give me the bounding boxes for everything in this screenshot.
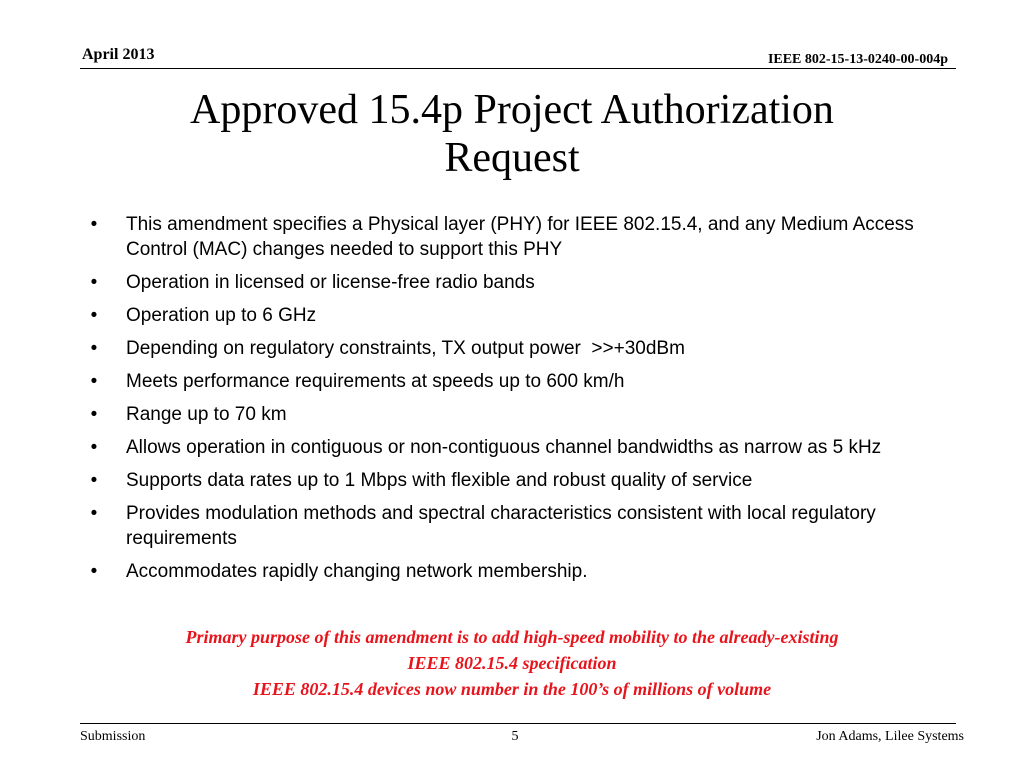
- footer-author: Jon Adams, Lilee Systems: [816, 729, 964, 744]
- bullet-item: [84, 435, 950, 460]
- bullet-item: [84, 402, 950, 427]
- bullet-item: [84, 212, 950, 262]
- bullet-dot: •: [90, 437, 98, 458]
- bullet-dot: •: [90, 561, 98, 582]
- bullet-dot: •: [90, 503, 98, 524]
- emphasis-line-3: IEEE 802.15.4 devices now number in the 100’s of millions of volume: [252, 679, 772, 699]
- footer-submission: Submission: [80, 729, 146, 744]
- emphasis-note: [80, 624, 944, 702]
- bullet-text: Provides modulation methods and spectral characteristics consistent with local regulatory requirements: [126, 503, 876, 549]
- emphasis-line-1: Primary purpose of this amendment is to add high-speed mobility to the already-existing: [185, 627, 839, 647]
- bullet-item: [84, 270, 950, 295]
- header-date: April 2013: [82, 46, 155, 63]
- bullet-list: [84, 212, 950, 592]
- bullet-text: Supports data rates up to 1 Mbps with flexible and robust quality of service: [126, 470, 753, 491]
- bullet-dot: •: [90, 272, 98, 293]
- bullet-item: [84, 501, 950, 551]
- bullet-text: This amendment specifies a Physical layer (PHY) for IEEE 802.15.4, and any Medium Access Control (MAC) changes needed to support this PHY: [126, 214, 914, 260]
- header-doc-number: IEEE 802-15-13-0240-00-004p: [767, 52, 948, 67]
- emphasis-line-2: IEEE 802.15.4 specification: [407, 653, 617, 673]
- bullet-text: Operation up to 6 GHz: [126, 305, 317, 326]
- bullet-item: [84, 303, 950, 328]
- header-divider: [80, 68, 956, 69]
- bullet-dot: •: [90, 371, 98, 392]
- bullet-text: Depending on regulatory constraints, TX output power >>+30dBm: [126, 338, 685, 359]
- bullet-text: Range up to 70 km: [126, 404, 287, 425]
- bullet-item: [84, 369, 950, 394]
- bullet-dot: •: [90, 305, 98, 326]
- bullet-item: [84, 468, 950, 493]
- bullet-dot: •: [90, 338, 98, 359]
- bullet-text: Meets performance requirements at speeds up to 600 km/h: [126, 371, 625, 392]
- bullet-text: Accommodates rapidly changing network membership.: [126, 561, 588, 582]
- page-number: 5: [511, 729, 519, 744]
- bullet-dot: •: [90, 214, 98, 235]
- bullet-item: [84, 559, 950, 584]
- bullet-dot: •: [90, 470, 98, 491]
- slide-title: [80, 86, 944, 182]
- footer-divider: [80, 723, 956, 724]
- slide-title-line-1: Approved 15.4p Project Authorization: [190, 87, 834, 133]
- slide-title-line-2: Request: [444, 135, 580, 181]
- bullet-text: Operation in licensed or license-free radio bands: [126, 272, 535, 293]
- bullet-dot: •: [90, 404, 98, 425]
- bullet-item: [84, 336, 950, 361]
- bullet-text: Allows operation in contiguous or non-contiguous channel bandwidths as narrow as 5 kHz: [126, 437, 882, 458]
